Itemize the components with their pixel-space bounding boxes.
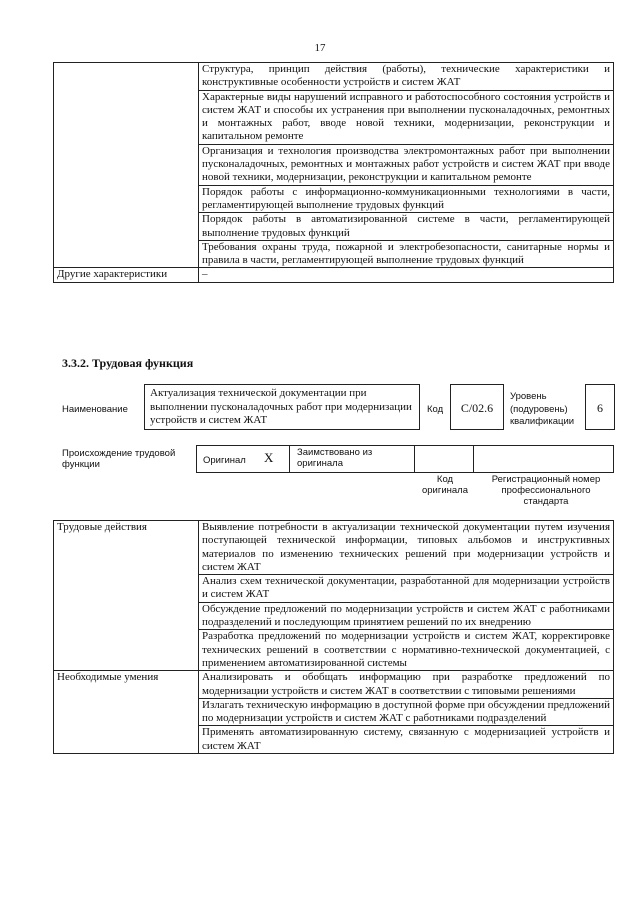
table-row [54,521,614,575]
name-label: Наименование [62,404,128,415]
skill-item: Анализировать и обобщать информацию при разработке предложений по модернизации устройств и систем ЖАТ в соответствии с типовыми решениями [199,671,614,699]
knowledge-item: Порядок работы в автоматизированной системе в части, регламентирующей выполнение трудовых функций [199,213,614,241]
borrowed-label: Заимствовано из оригинала [297,447,373,469]
origin-label: Происхождение трудовой функции [62,448,176,470]
level-value: 6 [585,384,615,430]
table-row [54,671,614,699]
section-title: 3.3.2. Трудовая функция [62,356,194,370]
action-item: Анализ схем технической документации, разработанной для модернизации устройств и систем ЖАТ [199,575,614,603]
table-row [54,63,614,91]
actions-table [53,520,614,754]
action-item: Разработка предложений по модернизации устройств и систем ЖАТ, корректировке технических решений в соответствии с нормативно-технической документацией, с применением автоматизированной системы [199,630,614,671]
row-label [54,63,199,268]
other-characteristics-value: – [199,268,614,282]
action-item: Обсуждение предложений по модернизации устройств и систем ЖАТ с работниками подразделений и последующим принятием решений по их внедрению [199,602,614,630]
action-item: Выявление потребности в актуализации технической документации путем изучения поступающей технической информации, типовых альбомов и инструктивных материалов по изменению технических решений при модернизации устройств и систем ЖАТ [199,521,614,575]
code-label: Код [427,404,444,415]
knowledge-item: Организация и технология производства электромонтажных работ при выполнении пусконаладочных, ремонтных и монтажных работ устройств и систем ЖАТ при вводе новой техники, модернизации, реконструкции и капитальном ремонте [199,144,614,185]
code-caption: Код оригинала [421,474,468,496]
knowledge-item: Структура, принцип действия (работы), технические характеристики и конструктивные особенности устройств и систем ЖАТ [199,63,614,91]
code-original-cell [415,445,474,473]
skill-item: Применять автоматизированную систему, связанную с модернизацией устройств и систем ЖАТ [199,726,614,754]
knowledge-item: Характерные виды нарушений исправного и работоспособного состояния устройств и систем ЖАТ и способы их устранения при выполнении пусконаладочных, ремонтных и монтажных работ, вводе новой техники, модернизации, реконструкции и капитальном ремонте [199,90,614,144]
knowledge-item: Порядок работы с информационно-коммуникационными технологиями в части, регламентирующей выполнение трудовых функций [199,185,614,213]
reg-caption: Регистрационный номер профессионального стандарта [491,474,601,507]
skills-label: Необходимые умения [54,671,199,754]
code-value: C/02.6 [450,384,504,430]
level-label: Уровень (подуровень) квалификации [510,391,575,427]
actions-label: Трудовые действия [54,521,199,671]
page-number: 17 [314,42,326,54]
other-characteristics-label: Другие характеристики [54,268,199,282]
function-name: Актуализация технической документации при выполнении пусконаладочных работ при модернизации устройств и систем ЖАТ [144,384,420,430]
knowledge-table [53,62,614,283]
original-label: Оригинал [203,455,246,466]
original-mark: X [264,450,274,465]
knowledge-item: Требования охраны труда, пожарной и электробезопасности, санитарные нормы и правила в части, регламентирующей выполнение трудовых функций [199,240,614,268]
table-row [54,268,614,282]
skill-item: Излагать техническую информацию в доступной форме при обсуждении предложений по модернизации устройств и систем ЖАТ с работниками подразделений [199,698,614,726]
